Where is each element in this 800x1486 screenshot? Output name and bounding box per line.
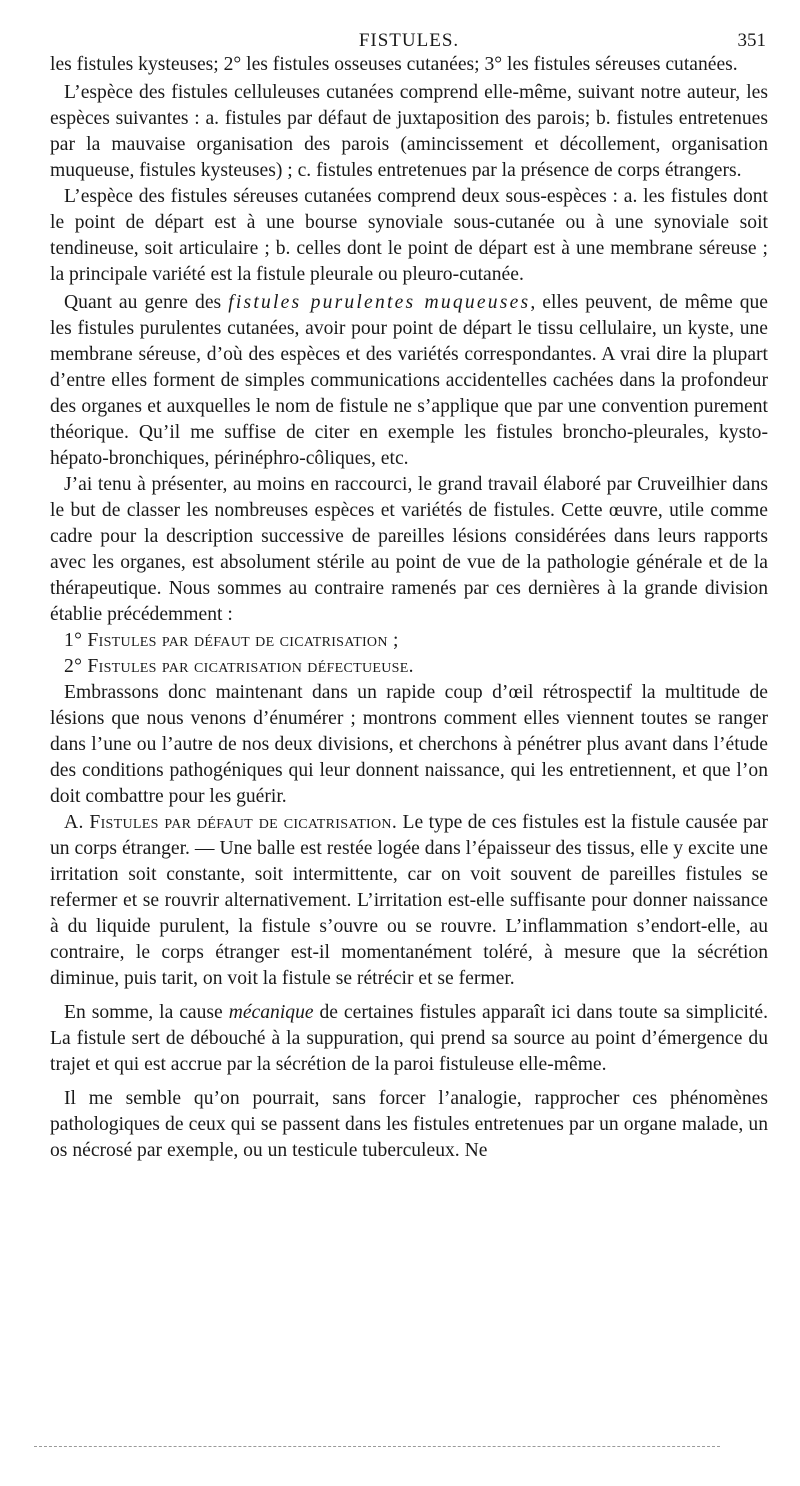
section-heading: A. Fistules par défaut de cicatrisation. [64, 812, 398, 833]
paragraph [50, 290, 768, 472]
paragraph: les fistules kysteuses; 2° les fistules osseuses cutanées; 3° les fistules séreuses cutanées. [50, 54, 738, 75]
paragraph [50, 810, 768, 992]
emphasized-term: fistules purulentes muqueuses [228, 292, 531, 313]
paragraph: L’espèce des fistules celluleuses cutanées comprend elle-même, suivant notre auteur, les espèces suivantes : a. fistules par défaut de juxtaposition des parois; b. fistules entretenues par la mauvaise organisation des parois (amincissement et décollement, organisation muqueuse, fistules kysteuses) ; c. fistules entretenues par la présence de corps étrangers. [50, 82, 768, 181]
emphasized-term: mécanique [228, 1002, 314, 1023]
bottom-rule [34, 1446, 720, 1447]
list-item: 2° Fistules par cicatrisation défectueuse. [64, 656, 414, 677]
paragraph [50, 1000, 768, 1078]
running-title: FISTULES. [358, 30, 460, 51]
paragraph-text: En somme, la cause [64, 1002, 229, 1023]
paragraph-text: , elles peuvent, de même que les fistules purulentes cutanées, avoir pour point de départ le tissu cellulaire, un kyste, une membrane séreuse, d’où des espèces et des variétés correspondantes. A vrai dire la plupart d’entre elles forment de simples communications accidentelles cachées dans la profondeur des organes et auxquelles le nom de fistule ne s’applique que par une convention purement théorique. Qu’il me suffise de citer en exemple les fistules broncho-pleurales, kysto-hépato-bronchiques, périnéphro-côliques, etc. [50, 292, 768, 469]
paragraph: Embrassons donc maintenant dans un rapide coup d’œil rétrospectif la multitude de lésions que nous venons d’énumérer ; montrons comment elles viennent toutes se ranger dans l’une ou l’autre de nos deux divisions, et cherchons à pénétrer plus avant dans l’étude des conditions pathogéniques qui leur donnent naissance, qui les entretiennent, et que l’on doit combattre pour les guérir. [50, 682, 768, 807]
book-page [50, 30, 768, 1164]
paragraph: Il me semble qu’on pourrait, sans forcer l’analogie, rapprocher ces phénomènes pathologiques de ceux qui se passent dans les fistules entretenues par un organe malade, un os nécrosé par exemple, ou un testicule tuberculeux. Ne [50, 1088, 768, 1161]
paragraph-text: de certaines fistules apparaît ici dans toute sa simplicité. La fistule sert de débouché à la suppuration, qui prend sa source au point d’émergence du trajet et qui est accrue par la sécrétion de la paroi fistuleuse elle-même. [50, 1002, 768, 1075]
body-text [50, 52, 768, 1164]
list-item: 1° Fistules par défaut de cicatrisation ; [64, 630, 399, 651]
paragraph-text: Le type de ces fistules est la fistule causée par un corps étranger. — Une balle est restée logée dans l’épaisseur des tissus, elle y excite une irritation soit constante, soit intermittente, car on voit souvent de pareilles fistules se refermer et se rouvrir alternativement. L’irritation est-elle suffisante pour donner naissance à du liquide purulent, la fistule s’ouvre ou se rouvre. L’inflammation s’endort-elle, au contraire, le corps étranger est-il momentanément toléré, à mesure que la sécrétion diminue, puis tarit, on voit la fistule se rétrécir et se fermer. [50, 812, 769, 989]
page-number: 351 [737, 30, 766, 51]
paragraph: L’espèce des fistules séreuses cutanées comprend deux sous-espèces : a. les fistules dont le point de départ est à une bourse synoviale sous-cutanée ou à une synoviale soit tendineuse, soit articulaire ; b. celles dont le point de départ est à une membrane séreuse ; la principale variété est la fistule pleurale ou pleuro-cutanée. [50, 186, 768, 285]
paragraph-text: Quant au genre des [64, 292, 229, 313]
paragraph: J’ai tenu à présenter, au moins en raccourci, le grand travail élaboré par Cruveilhier dans le but de classer les nombreuses espèces et variétés de fistules. Cette œuvre, utile comme cadre pour la description successive de pareilles lésions considérées dans leurs rapports avec les organes, est absolument stérile au point de vue de la pathologie générale et de la thérapeutique. Nous sommes au contraire ramenés par ces dernières à la grande division établie précédemment : [50, 474, 768, 625]
running-head [50, 30, 768, 52]
